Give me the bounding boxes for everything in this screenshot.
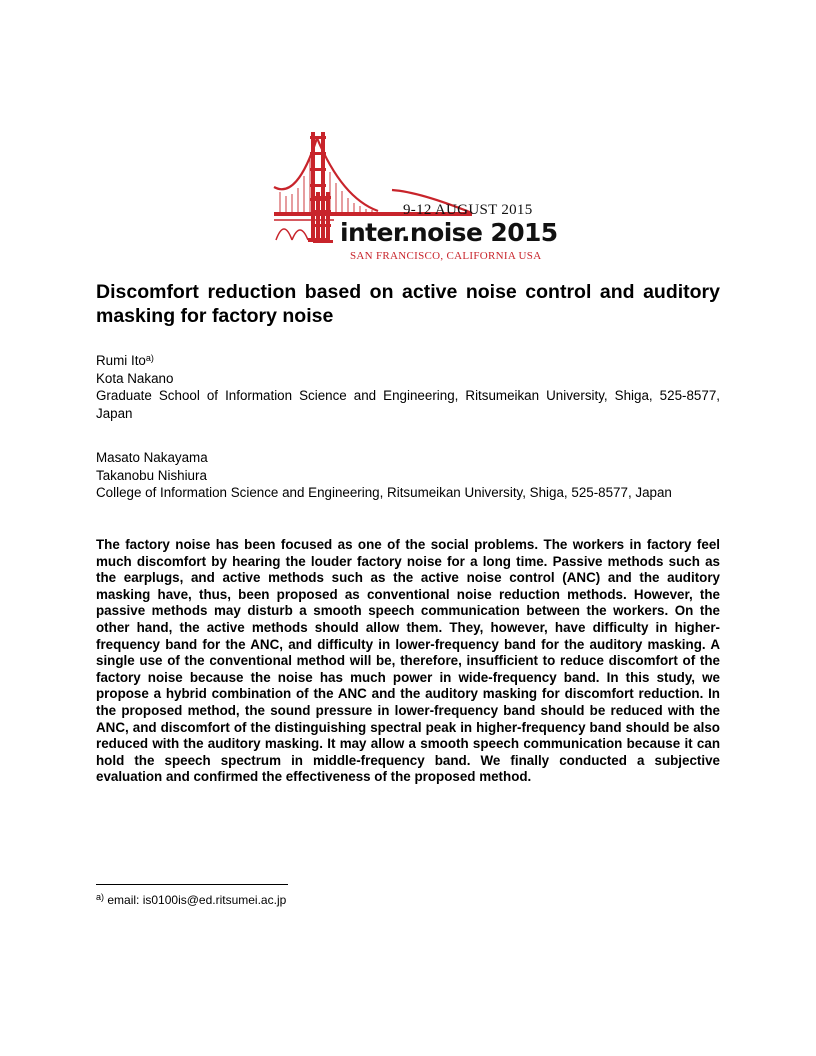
conference-name: inter.noise 2015	[340, 218, 558, 247]
author-group-2	[96, 449, 720, 502]
author-group-1	[96, 352, 720, 422]
golden-gate-bridge-icon	[272, 130, 552, 270]
author-name: Masato Nakayama	[96, 450, 208, 465]
footnote-divider	[96, 884, 288, 885]
footnote-email[interactable]: email: is0100is@ed.ritsumei.ac.jp	[107, 893, 287, 907]
abstract: The factory noise has been focused as one of the social problems. The workers in factory feel much discomfort by hearing the louder factory noise for a long time. Passive methods such as the earplugs, and active methods such as the active noise control (ANC) and the auditory masking have, thus, been proposed as conventional noise reduction methods. However, the passive methods may disturb a smooth speech communication between the workers. On the other hand, the active methods should allow them. They, however, have difficulty in higher-frequency band for the ANC, and difficulty in lower-frequency band for the auditory masking. A single use of the conventional method will be, therefore, insufficient to reduce discomfort of the factory noise because the noise has much power in wide-frequency band. In this study, we propose a hybrid combination of the ANC and the auditory masking for discomfort reduction. In the proposed method, the sound pressure in lower-frequency band should be reduced with the ANC, and discomfort of the distinguishing spectral peak in higher-frequency band should be also reduced with the auditory masking. It may allow a smooth speech communication because it can hold the speech spectrum in middle-frequency band. We finally conducted a subjective evaluation and confirmed the effectiveness of the proposed method.	[96, 537, 720, 785]
footnote	[96, 893, 286, 908]
affiliation: Graduate School of Information Science and Engineering, Ritsumeikan University, Shiga, 525-8577, Japan	[96, 388, 720, 421]
affiliation: College of Information Science and Engineering, Ritsumeikan University, Shiga, 525-8577, Japan	[96, 485, 672, 500]
author-name-text: Rumi Ito	[96, 353, 146, 368]
author-name: Takanobu Nishiura	[96, 467, 207, 483]
paper-title: Discomfort reduction based on active noise control and auditory masking for factory noise	[96, 281, 720, 327]
author-name	[96, 352, 720, 370]
footnote-marker: a)	[145, 353, 154, 363]
footnote-marker: a)	[96, 892, 105, 902]
conference-logo	[272, 130, 558, 270]
author-name: Kota Nakano	[96, 370, 174, 386]
conference-dates: 9-12 AUGUST 2015	[403, 202, 533, 218]
conference-location: SAN FRANCISCO, CALIFORNIA USA	[350, 250, 542, 262]
